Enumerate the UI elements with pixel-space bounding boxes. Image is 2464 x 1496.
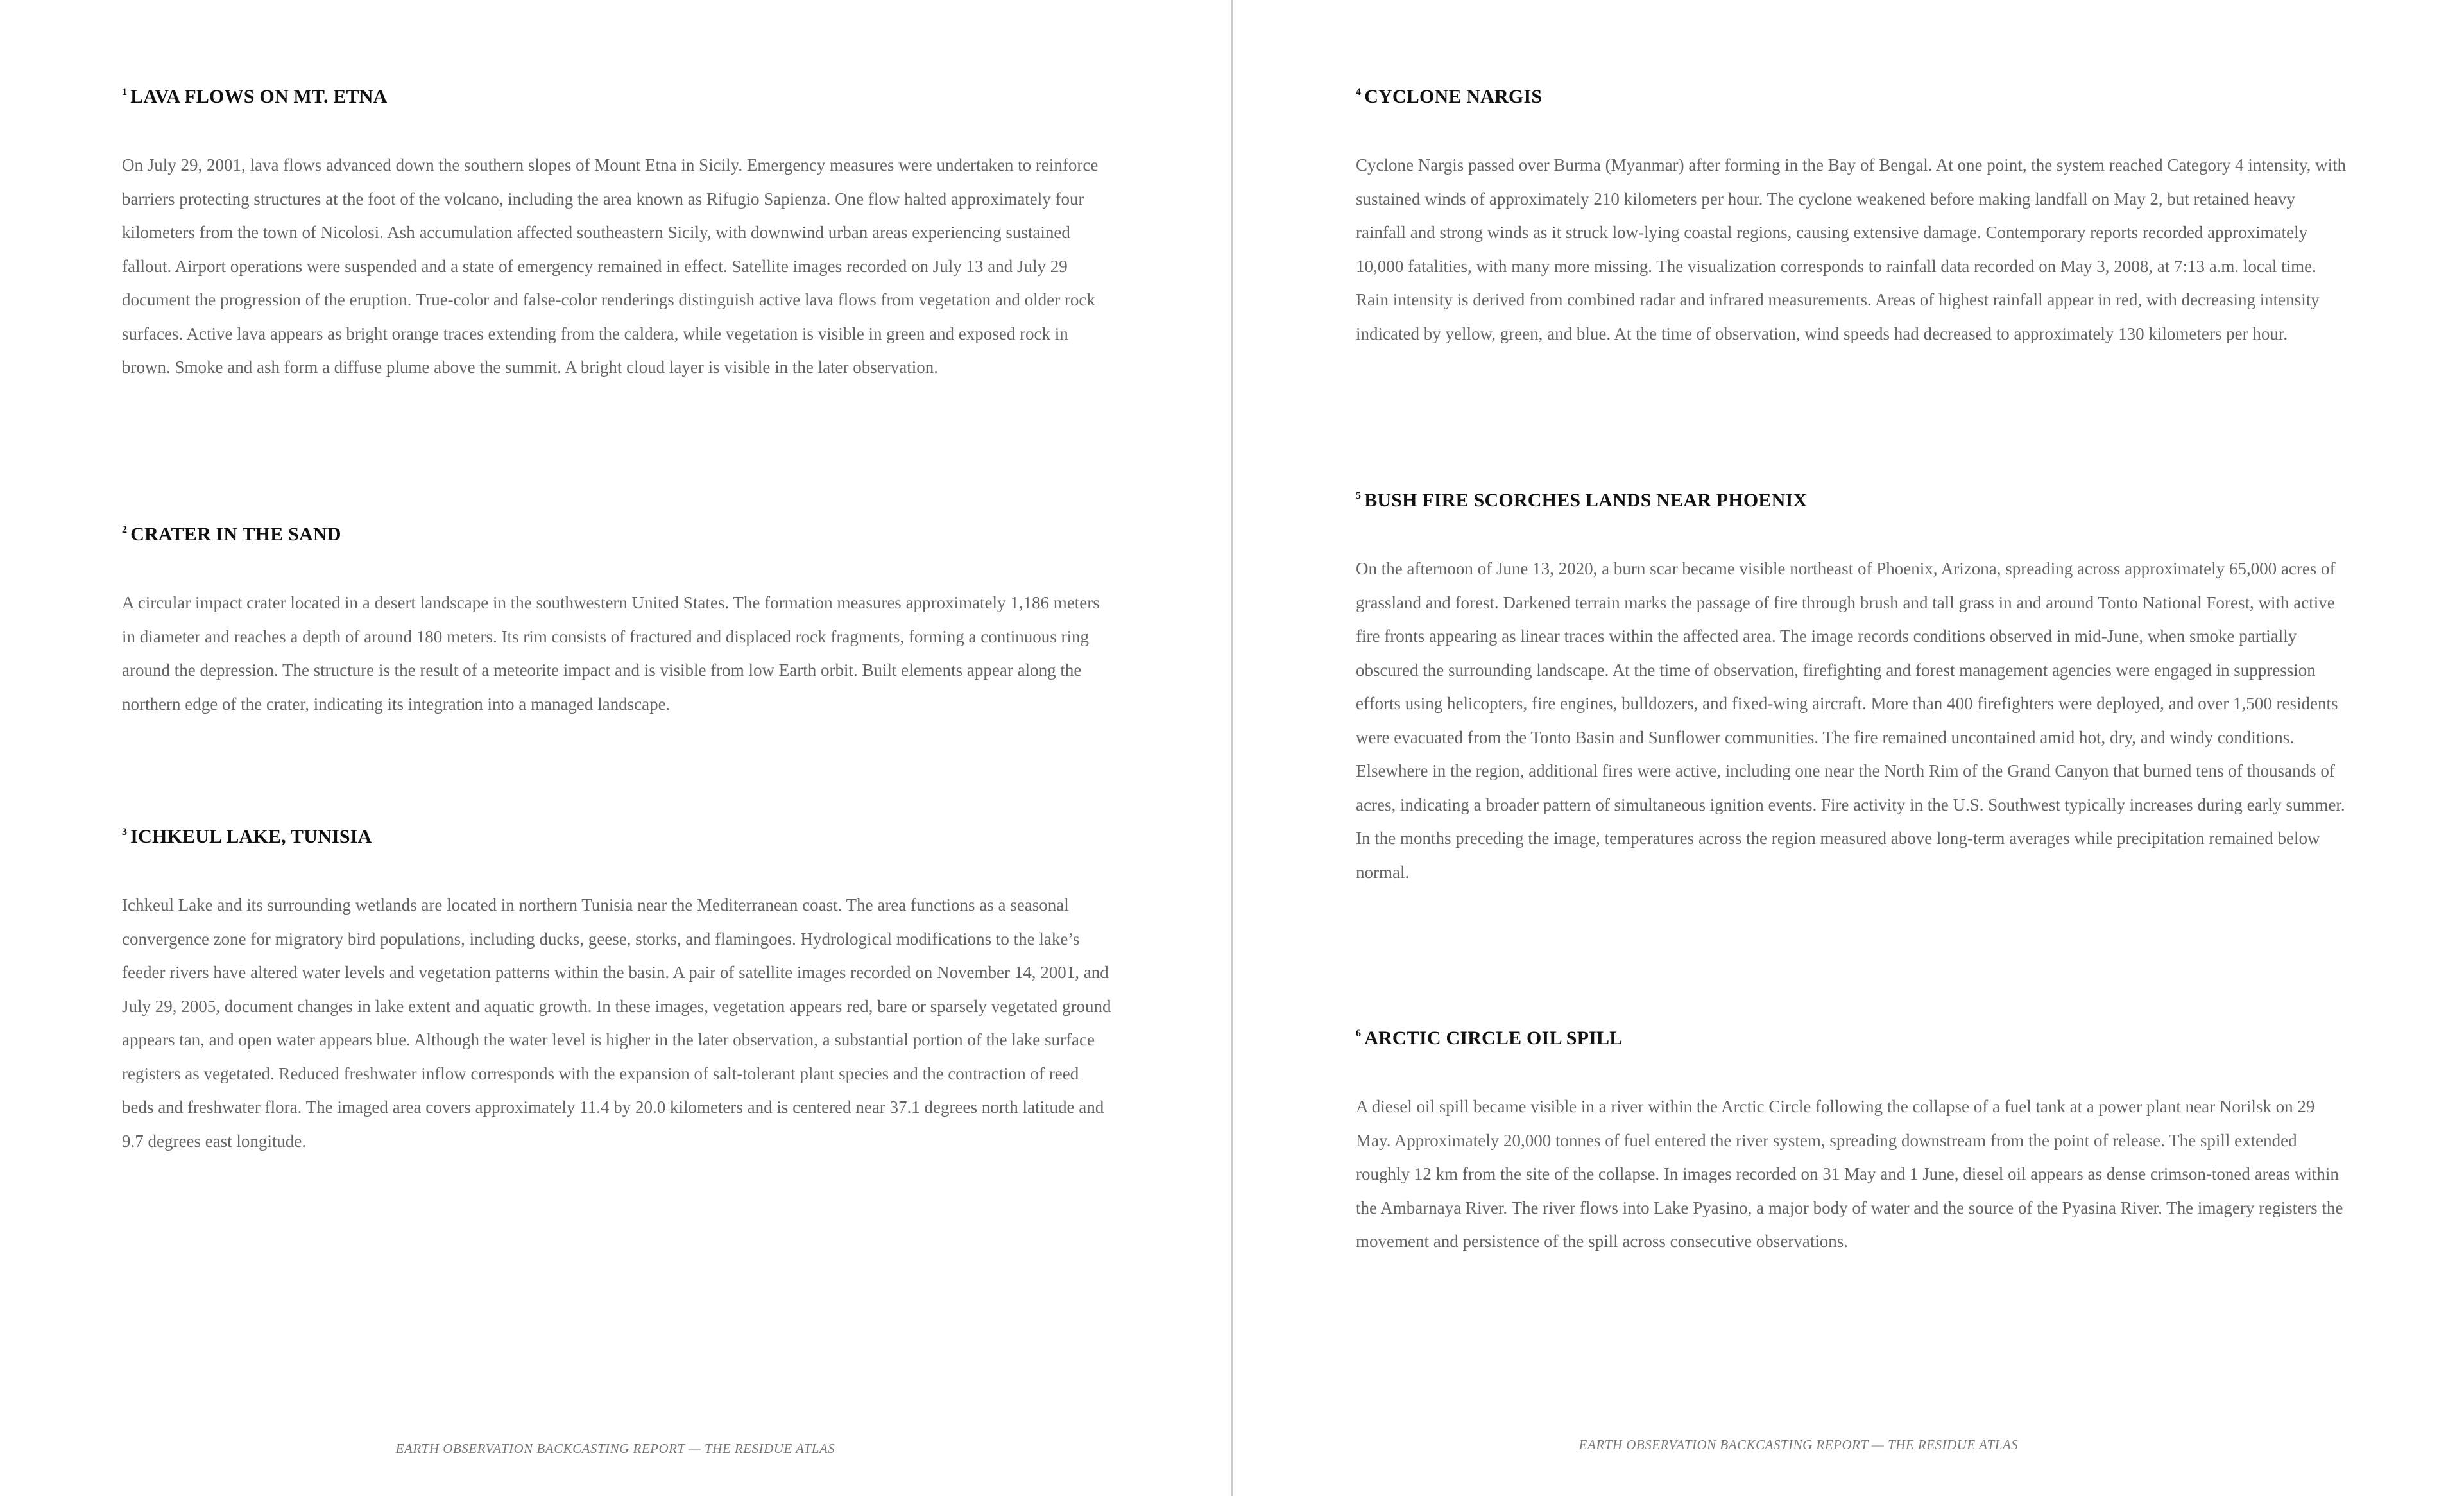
section-heading	[122, 820, 1113, 850]
section-heading	[1356, 1021, 2347, 1051]
section-title: ARCTIC CIRCLE OIL SPILL	[1364, 1027, 1623, 1049]
section-oil-spill	[1356, 1021, 2347, 1259]
section-heading	[1356, 483, 2347, 513]
section-crater	[122, 517, 1113, 721]
right-page	[1233, 0, 2464, 1496]
section-body: Cyclone Nargis passed over Burma (Myanmar) after forming in the Bay of Bengal. At one point, the system reached Category 4 intensity, with sustained winds of approximately 210 kilometers per hour. The cyclone weakened before making landfall on May 2, but retained heavy rainfall and strong winds as it struck low-lying coastal regions, causing extensive damage. Contemporary reports recorded approximately 10,000 fatalities, with many more missing. The visualization corresponds to rainfall data recorded on May 3, 2008, at 7:13 a.m. local time. Rain intensity is derived from combined radar and infrared measurements. Areas of highest rainfall appear in red, with decreasing intensity indicated by yellow, green, and blue. At the time of observation, wind speeds had decreased to approximately 130 kilometers per hour.	[1356, 155, 2347, 343]
section-number: 4	[1356, 87, 1362, 98]
section-heading	[122, 80, 1113, 110]
section-ichkeul-lake	[122, 820, 1113, 1158]
section-body: A diesel oil spill became visible in a river within the Arctic Circle following the collapse of a fuel tank at a power plant near Norilsk on 29 May. Approximately 20,000 tonnes of fuel entered the river system, spreading downstream from the point of release. The spill extended roughly 12 km from the site of the collapse. In images recorded on 31 May and 1 June, diesel oil appears as dense crimson-toned areas within the Ambarnaya River. The river flows into Lake Pyasino, a major body of water and the source of the Pyasina River. The imagery registers the movement and persistence of the spill across consecutive observations.	[1356, 1097, 2343, 1251]
section-cyclone-nargis	[1356, 80, 2347, 350]
section-heading	[1356, 80, 2347, 110]
section-body: On July 29, 2001, lava flows advanced down the southern slopes of Mount Etna in Sicily. Emergency measures were undertaken to reinforce barriers protecting structures at the foot of the volcano, including the area known as Rifugio Sapienza. One flow halted approximately four kilometers from the town of Nicolosi. Ash accumulation affected southeastern Sicily, with downwind urban areas experiencing sustained fallout. Airport operations were suspended and a state of emergency remained in effect. Satellite images recorded on July 13 and July 29 document the progression of the eruption. True-color and false-color renderings distinguish active lava flows from vegetation and older rock surfaces. Active lava appears as bright orange traces extending from the caldera, while vegetation is visible in green and exposed rock in brown. Smoke and ash form a diffuse plume above the summit. A bright cloud layer is visible in the later observation.	[122, 155, 1099, 377]
section-body: A circular impact crater located in a desert landscape in the southwestern United States. The formation measures approximately 1,186 meters in diameter and reaches a depth of around 180 meters. Its rim consists of fractured and displaced rock fragments, forming a continuous ring around the depression. The structure is the result of a meteorite impact and is visible from low Earth orbit. Built elements appear along the northern edge of the crater, indicating its integration into a managed landscape.	[122, 593, 1100, 714]
section-body: On the afternoon of June 13, 2020, a burn scar became visible northeast of Phoenix, Arizona, spreading across approximately 65,000 acres of grassland and forest. Darkened terrain marks the passage of fire through brush and tall grass in and around Tonto National Forest, with active fire fronts appearing as linear traces within the affected area. The image records conditions observed in mid-June, when smoke partially obscured the surrounding landscape. At the time of observation, firefighting and forest management agencies were engaged in suppression efforts using helicopters, fire engines, bulldozers, and fixed-wing aircraft. More than 400 firefighters were deployed, and over 1,500 residents were evacuated from the Tonto Basin and Sunflower communities. The fire remained uncontained amid hot, dry, and windy conditions. Elsewhere in the region, additional fires were active, including one near the North Rim of the Grand Canyon that burned tens of thousands of acres, indicating a broader pattern of simultaneous ignition events. Fire activity in the U.S. Southwest typically increases during early summer. In the months preceding the image, temperatures across the region measured above long-term averages while precipitation remained below normal.	[1356, 559, 2345, 882]
section-number: 6	[1356, 1028, 1362, 1039]
section-number: 2	[122, 524, 128, 535]
running-footer: EARTH OBSERVATION BACKCASTING REPORT — THE RESIDUE ATLAS	[395, 1441, 835, 1456]
left-page	[0, 0, 1231, 1496]
section-title: CYCLONE NARGIS	[1364, 86, 1543, 107]
section-title: LAVA FLOWS ON MT. ETNA	[130, 86, 388, 107]
section-number: 5	[1356, 490, 1362, 501]
section-lava-flows	[122, 80, 1113, 384]
section-body: Ichkeul Lake and its surrounding wetlands are located in northern Tunisia near the Mediterranean coast. The area functions as a seasonal convergence zone for migratory bird populations, including ducks, geese, storks, and flamingoes. Hydrological modifications to the lake’s feeder rivers have altered water levels and vegetation patterns within the basin. A pair of satellite images recorded on November 14, 2001, and July 29, 2005, document changes in lake extent and aquatic growth. In these images, vegetation appears red, bare or sparsely vegetated ground appears tan, and open water appears blue. Although the water level is higher in the later observation, a substantial portion of the lake surface registers as vegetated. Reduced freshwater inflow corresponds with the expansion of salt-tolerant plant species and the contraction of reed beds and freshwater flora. The imaged area covers approximately 11.4 by 20.0 kilometers and is centered near 37.1 degrees north latitude and 9.7 degrees east longitude.	[122, 895, 1111, 1151]
section-number: 1	[122, 87, 128, 98]
section-number: 3	[122, 827, 128, 838]
section-title: ICHKEUL LAKE, TUNISIA	[130, 826, 372, 847]
section-bush-fire	[1356, 483, 2347, 889]
running-footer: EARTH OBSERVATION BACKCASTING REPORT — THE RESIDUE ATLAS	[1579, 1437, 2019, 1452]
section-title: CRATER IN THE SAND	[130, 524, 341, 545]
section-heading	[122, 517, 1113, 547]
section-title: BUSH FIRE SCORCHES LANDS NEAR PHOENIX	[1364, 490, 1808, 511]
